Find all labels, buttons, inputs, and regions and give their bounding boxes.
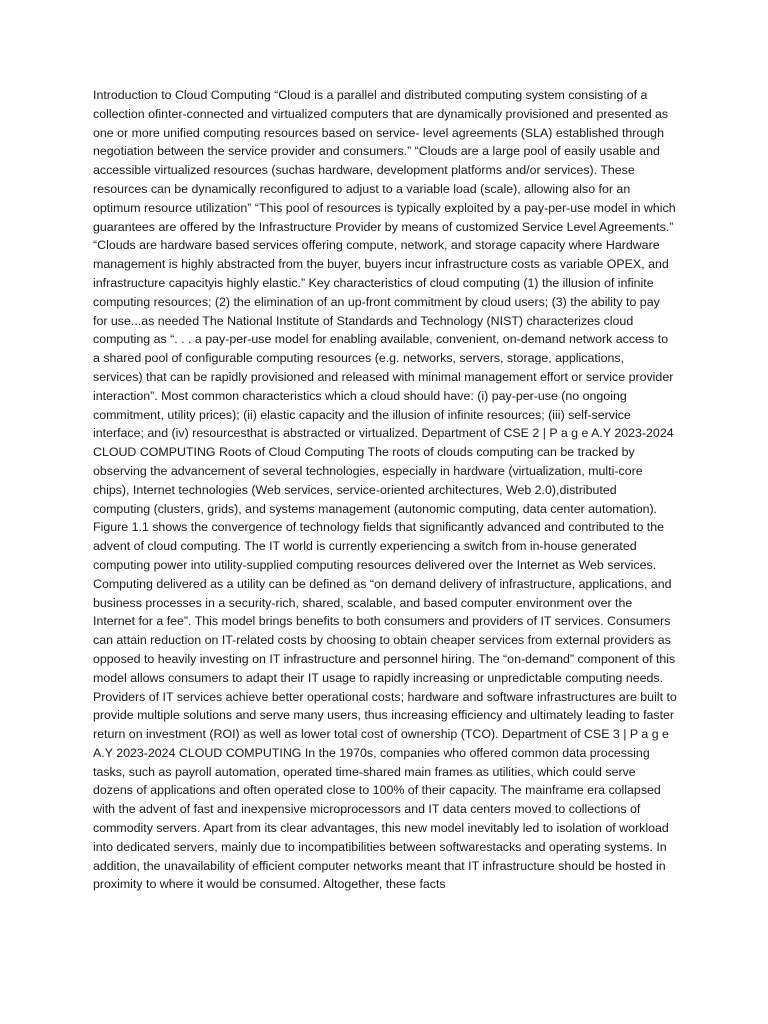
body-paragraph: Introduction to Cloud Computing “Cloud is a parallel and distributed computing system consisting of a collection ofinter-connected and virtualized computers that are dynamically provisioned and presented as one or more unified computing resources based on service- level agreements (SLA) established through negotiation between the service provider and consumers.” “Clouds are a large pool of easily usable and accessible virtualized resources (suchas hardware, development platforms and/or services). These resources can be dynamically reconfigured to adjust to a variable load (scale), allowing also for an optimum resource utilization” “This pool of resources is typically exploited by a pay-per-use model in which guarantees are offered by the Infrastructure Provider by means of customized Service Level Agreements.” “Clouds are hardware based services offering compute, network, and storage capacity where Hardware management is highly abstracted from the buyer, buyers incur infrastructure costs as variable OPEX, and infrastructure capacityis highly elastic.” Key characteristics of cloud computing (1) the illusion of infinite computing resources; (2) the elimination of an up-front commitment by cloud users; (3) the ability to pay for use...as needed The National Institute of Standards and Technology (NIST) characterizes cloud computing as “. . . a pay-per-use model for enabling available, convenient, on-demand network access to a shared pool of configurable computing resources (e.g. networks, servers, storage, applications, services) that can be rapidly provisioned and released with minimal management effort or service provider interaction”. Most common characteristics which a cloud should have: (i) pay-per-use (no ongoing commitment, utility prices); (ii) elastic capacity and the illusion of infinite resources; (iii) self-service interface; and (iv) resourcesthat is abstracted or virtualized. Department of CSE 2 | P a g e A.Y 2023-2024 CLOUD COMPUTING Roots of Cloud Computing The roots of clouds computing can be tracked by observing the advancement of several technologies, especially in hardware (virtualization, multi-core chips), Internet technologies (Web services, service-oriented architectures, Web 2.0),distributed computing (clusters, grids), and systems management (autonomic computing, data center automation). Figure 1.1 shows the convergence of technology fields that significantly advanced and contributed to the advent of cloud computing. The IT world is currently experiencing a switch from in-house generated computing power into utility-supplied computing resources delivered over the Internet as Web services. Computing delivered as a utility can be defined as “on demand delivery of infrastructure, applications, and business processes in a security-rich, shared, scalable, and based computer environment over the Internet for a fee”. This model brings benefits to both consumers and providers of IT services. Consumers can attain reduction on IT-related costs by choosing to obtain cheaper services from external providers as opposed to heavily investing on IT infrastructure and personnel hiring. The “on-demand” component of this model allows consumers to adapt their IT usage to rapidly increasing or unpredictable computing needs. Providers of IT services achieve better operational costs; hardware and software infrastructures are built to provide multiple solutions and serve many users, thus increasing efficiency and ultimately leading to faster return on investment (ROI) as well as lower total cost of ownership (TCO). Department of CSE 3 | P a g e A.Y 2023-2024 CLOUD COMPUTING In the 1970s, companies who offered common data processing tasks, such as payroll automation, operated time-shared main frames as utilities, which could serve dozens of applications and often operated close to 100% of their capacity. The mainframe era collapsed with the advent of fast and inexpensive microprocessors and IT data centers moved to collections of commodity servers. Apart from its clear advantages, this new model inevitably led to isolation of workload into dedicated servers, mainly due to incompatibilities between softwarestacks and operating systems. In addition, the unavailability of efficient computer networks meant that IT infrastructure should be hosted in proximity to where it would be consumed. Altogether, these facts xyxy=(93,88,677,892)
